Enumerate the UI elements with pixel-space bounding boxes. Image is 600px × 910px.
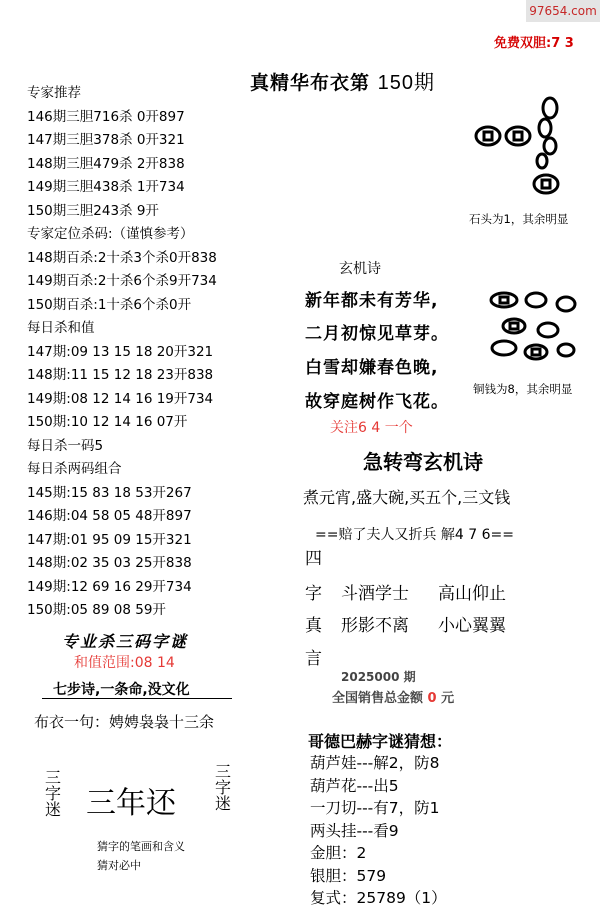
sales-total xyxy=(332,687,454,706)
coins-icon xyxy=(474,290,586,380)
hint-guess: 猜对必中 xyxy=(97,859,141,872)
goldbach-line: 银胆：579 xyxy=(310,866,387,885)
zi-row-key: 真 xyxy=(305,616,322,636)
three-word-right-label: 三字迷 xyxy=(214,762,231,813)
daily-two-item: 148期:02 35 03 25开838 xyxy=(27,555,192,571)
sales-issue: 2025000 期 xyxy=(341,670,416,684)
coins-caption: 铜钱为8，其余明显 xyxy=(473,382,573,396)
stones-picture xyxy=(470,96,588,206)
expert-item: 149期三胆438杀 1开734 xyxy=(27,179,185,195)
position-kill-item: 148期百杀:2十杀3个杀0开838 xyxy=(27,249,217,266)
goldbach-line: 两头挂---看9 xyxy=(310,821,399,840)
daily-one-text: 每日杀一码5 xyxy=(27,437,104,454)
position-kill-heading: 专家定位杀码:（谨慎参考） xyxy=(27,226,194,242)
goldbach-line: 一刀切---有7，防1 xyxy=(310,799,440,817)
poem-line: 二月初惊见草芽。 xyxy=(305,324,449,344)
expert-heading: 专家推荐 xyxy=(27,85,81,101)
goldbach-line: 复式：25789（1） xyxy=(310,889,447,907)
free-pair-text: 免费双胆:7 3 xyxy=(494,36,574,51)
expert-item: 150期三胆243杀 9开 xyxy=(27,202,159,219)
goldbach-line: 金胆：2 xyxy=(310,844,367,862)
three-word-left-label: 三字迷 xyxy=(44,768,61,819)
expert-section xyxy=(27,82,217,623)
riddle-heading: 专业杀三码字谜 xyxy=(62,632,189,651)
daily-sum-item: 150期:10 12 14 16 07开 xyxy=(27,414,188,430)
four-char: 四 xyxy=(305,549,322,569)
poem-line-text: 七步诗,一条命,没文化 xyxy=(53,682,190,698)
site-watermark: 97654.com xyxy=(526,0,600,22)
daily-sum-item: 149期:08 12 14 16 19开734 xyxy=(27,390,214,407)
coins-picture xyxy=(474,290,586,380)
position-kill-item: 150期百杀:1十杀6个杀0开 xyxy=(27,296,192,313)
page-title xyxy=(250,66,435,95)
daily-sum-item: 147期:09 13 15 18 20开321 xyxy=(27,343,214,360)
sales-unit: 元 xyxy=(441,691,455,706)
poem-line: 白雪却嫌春色晚, xyxy=(305,358,439,378)
daily-two-item: 150期:05 89 08 59开 xyxy=(27,602,166,618)
title-text: 真精华布衣第 xyxy=(250,72,371,94)
sharp-turn-line2: ==赔了夫人又折兵 解4 7 6== xyxy=(315,527,514,543)
daily-sum-heading: 每日杀和值 xyxy=(27,320,95,336)
sum-range-text: 和值范围:08 14 xyxy=(74,655,175,671)
daily-two-item: 146期:04 58 05 48开897 xyxy=(27,508,192,524)
riddle-divider xyxy=(42,698,232,699)
poem-line: 故穿庭树作飞花。 xyxy=(305,392,449,412)
yan-char: 言 xyxy=(305,649,322,669)
zi-row-a: 斗酒学士 xyxy=(341,584,409,604)
stones-icon xyxy=(470,96,588,206)
goldbach-line: 葫芦娃---解2，防8 xyxy=(310,754,440,772)
title-issue: 150期 xyxy=(377,72,436,94)
focus-text: 关注6 4 一个 xyxy=(330,420,413,436)
sales-label: 全国销售总金额 xyxy=(332,691,424,706)
goldbach-list xyxy=(310,752,447,910)
expert-item: 146期三胆716杀 0开897 xyxy=(27,108,185,125)
goldbach-line: 葫芦花---出5 xyxy=(310,776,399,795)
hint-strokes: 猜字的笔画和含义 xyxy=(97,840,185,853)
sharp-turn-line1: 煮元宵,盛大碗,买五个,三文钱 xyxy=(303,488,511,507)
buyi-sentence: 布衣一句：娉娉袅袅十三余 xyxy=(34,713,215,731)
sharp-turn-heading: 急转弯玄机诗 xyxy=(363,450,483,474)
expert-item: 147期三胆378杀 0开321 xyxy=(27,132,185,148)
daily-sum-item: 148期:11 15 12 18 23开838 xyxy=(27,367,214,383)
mystic-poem-heading: 玄机诗 xyxy=(339,261,381,277)
expert-item: 148期三胆479杀 2开838 xyxy=(27,155,185,172)
daily-two-item: 147期:01 95 09 15开321 xyxy=(27,531,192,548)
zi-row-b: 小心翼翼 xyxy=(438,616,506,636)
three-word-phrase: 三年还 xyxy=(86,786,176,821)
goldbach-heading: 哥德巴赫字谜猜想： xyxy=(308,732,453,751)
daily-two-item: 145期:15 83 18 53开267 xyxy=(27,484,192,501)
daily-two-item: 149期:12 69 16 29开734 xyxy=(27,578,192,595)
sales-amount: 0 xyxy=(427,691,437,706)
zi-row-b: 高山仰止 xyxy=(438,584,506,604)
stones-caption: 石头为1，其余明显 xyxy=(469,212,569,226)
zi-row-key: 字 xyxy=(305,584,322,604)
poem-line: 新年都未有芳华, xyxy=(305,291,439,311)
daily-two-heading: 每日杀两码组合 xyxy=(27,461,122,477)
position-kill-item: 149期百杀:2十杀6个杀9开734 xyxy=(27,273,217,289)
zi-row-a: 形影不离 xyxy=(341,616,409,636)
